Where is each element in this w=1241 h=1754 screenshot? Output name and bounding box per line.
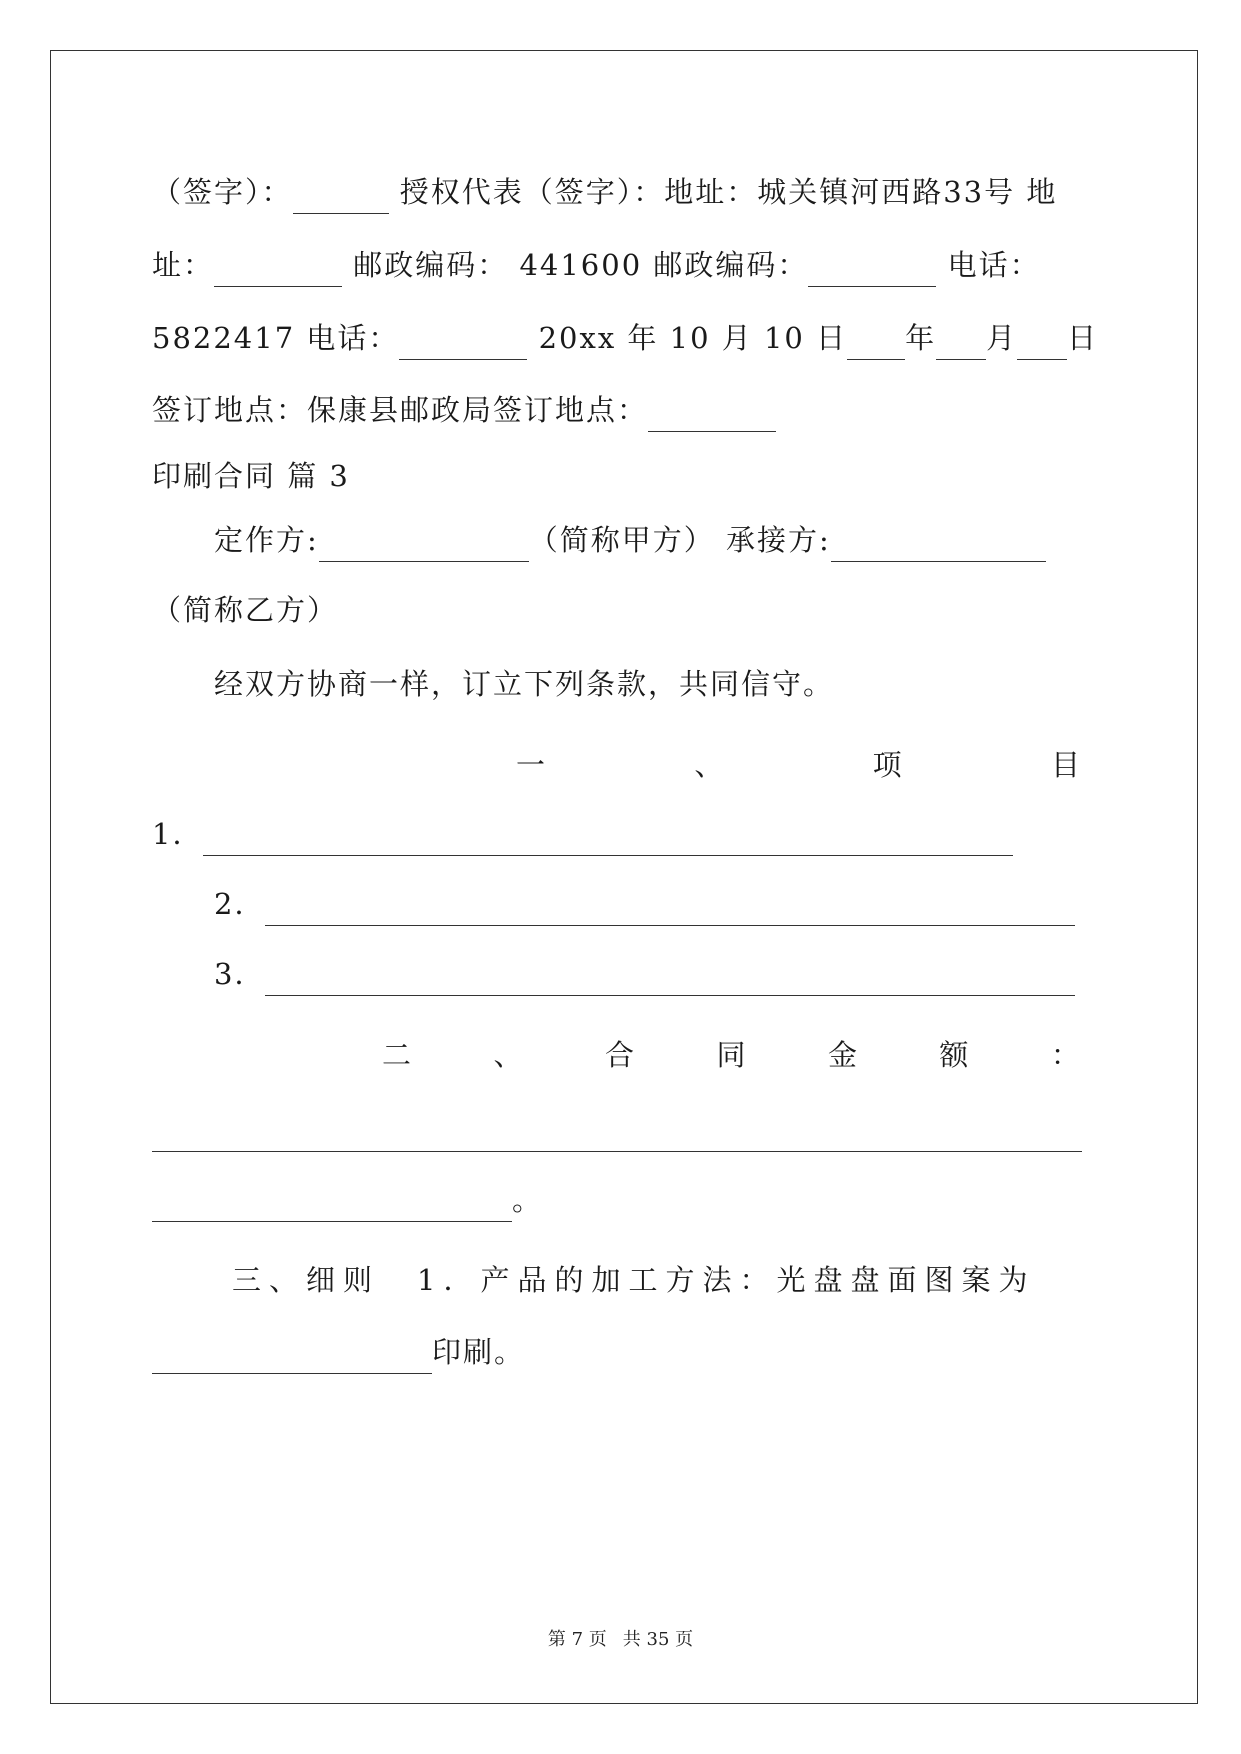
item-row-3: 3． bbox=[214, 952, 1088, 996]
item-1-blank[interactable] bbox=[203, 825, 1013, 856]
phone-date-line: 5822417 电话： 20xx 年 10 月 10 日 年 月 日 bbox=[152, 316, 1088, 360]
page-footer bbox=[0, 1625, 1241, 1651]
month-blank[interactable] bbox=[936, 329, 986, 360]
signature-line: （签字）： 授权代表（签字）：地址：城关镇河西路33号 地 bbox=[152, 170, 1088, 214]
party-a-blank[interactable] bbox=[319, 531, 529, 562]
signature-blank[interactable] bbox=[293, 183, 389, 214]
address-line: 址： 邮政编码： 441600 邮政编码： 电话： bbox=[152, 243, 1088, 287]
signing-place-blank[interactable] bbox=[648, 401, 776, 432]
postcode-blank[interactable] bbox=[808, 256, 936, 287]
amount-row-2: 。 bbox=[152, 1178, 1088, 1222]
parties-line: 定作方: （简称甲方） 承接方: bbox=[214, 518, 1088, 562]
year-blank[interactable] bbox=[847, 329, 905, 360]
item-row-2: 2． bbox=[214, 882, 1088, 926]
phone-blank[interactable] bbox=[399, 329, 527, 360]
page-border bbox=[50, 50, 1198, 1704]
amount-blank-1[interactable] bbox=[152, 1121, 1082, 1152]
signing-place-line: 签订地点：保康县邮政局签订地点： bbox=[152, 388, 1088, 432]
agreement-text: 经双方协商一样，订立下列条款，共同信守。 bbox=[214, 667, 835, 701]
address-blank[interactable] bbox=[214, 256, 342, 287]
printing-line: 印刷。 bbox=[152, 1330, 1088, 1374]
pattern-blank[interactable] bbox=[152, 1343, 432, 1374]
amount-blank-2[interactable] bbox=[152, 1191, 512, 1222]
item-2-blank[interactable] bbox=[265, 895, 1075, 926]
details-line: 三、细则 1．产品的加工方法：光盘盘面图案为 bbox=[232, 1263, 1036, 1297]
party-b-note: （简称乙方） bbox=[152, 593, 339, 627]
section-heading: 印刷合同 篇 3 bbox=[152, 459, 350, 493]
amount-heading: 二 、 合 同 金 额 ： bbox=[382, 1038, 1082, 1072]
party-b-blank[interactable] bbox=[831, 531, 1046, 562]
page-total: 共 35 页 bbox=[622, 1629, 694, 1650]
item-heading: 一 、 项 目 bbox=[516, 748, 1082, 782]
day-blank[interactable] bbox=[1017, 329, 1067, 360]
item-row-1: 1． bbox=[152, 812, 1088, 856]
page-number: 第 7 页 bbox=[547, 1629, 607, 1650]
item-3-blank[interactable] bbox=[265, 965, 1075, 996]
amount-row-1 bbox=[152, 1108, 1088, 1152]
